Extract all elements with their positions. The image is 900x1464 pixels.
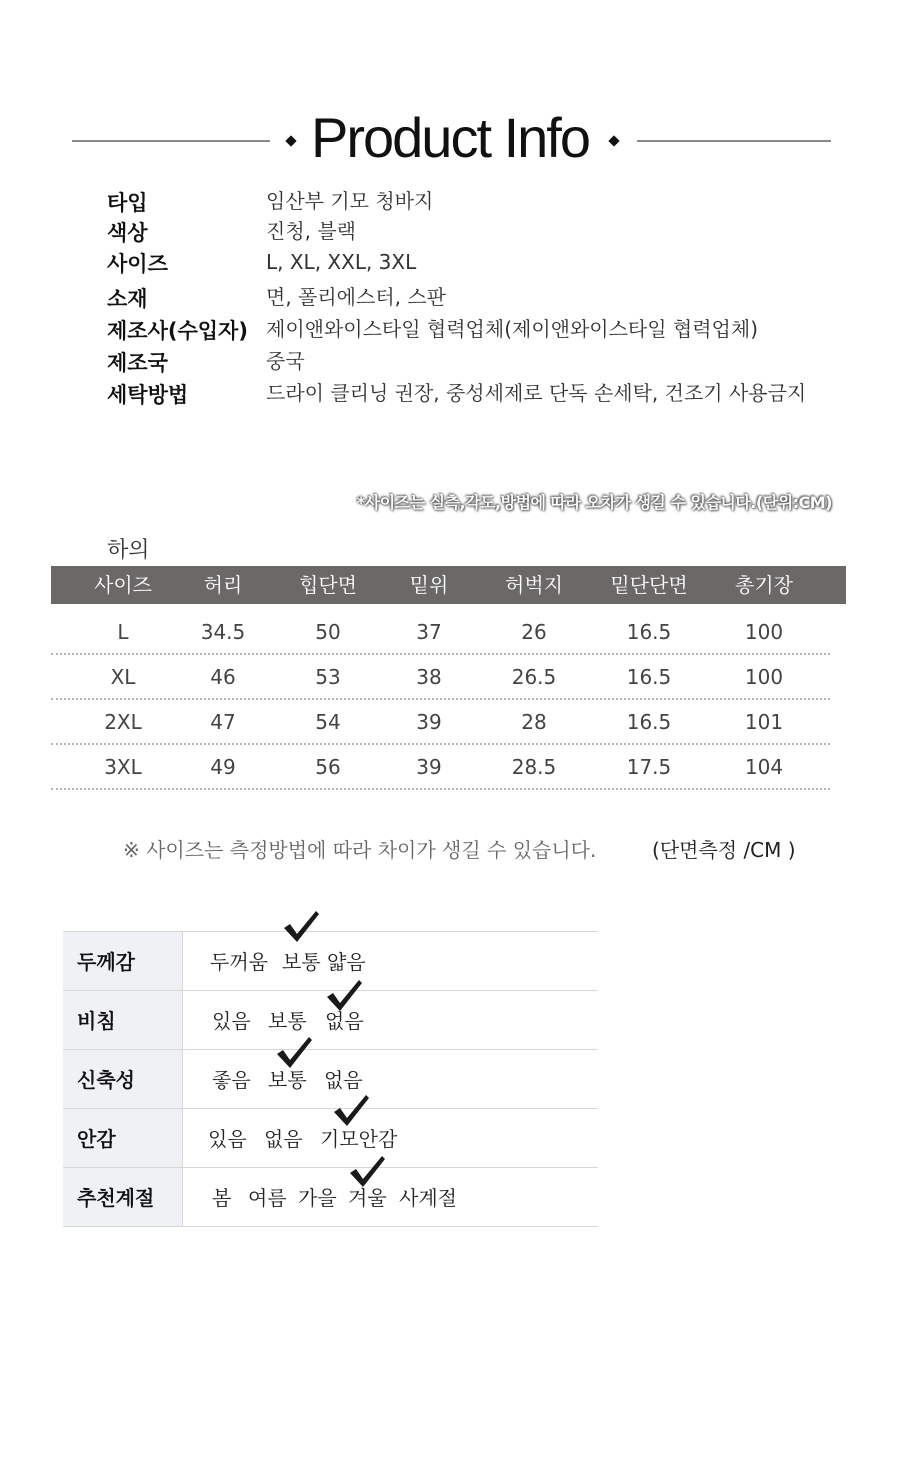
info-value-color: 진청, 블랙 [266,219,356,243]
header-cell: 허리 [203,573,243,597]
table-cell: 28 [521,710,547,734]
table-cell: 104 [744,755,784,779]
feature-row-stretch [63,1050,598,1109]
feature-table [63,931,598,1227]
info-value-size: L, XL, XXL, 3XL [266,250,417,274]
info-value-manufacturer: 제이앤와이스타일 협력업체(제이앤와이스타일 협력업체) [266,317,758,341]
feature-option: 여름 [248,1186,287,1210]
info-label-type: 타입 [107,191,148,215]
section-label-bottoms: 하의 [107,538,150,563]
feature-option: 보통 [268,1009,307,1033]
info-value-washing: 드라이 클리닝 권장, 중성세제로 단독 손세탁, 건조기 사용금지 [266,381,807,405]
diamond-icon [285,135,296,146]
info-label-size: 사이즈 [107,252,168,276]
info-label-origin: 제조국 [107,351,168,375]
table-cell: 50 [315,620,341,644]
feature-label: 신축성 [63,1050,183,1108]
table-cell: 2XL [104,710,142,734]
feature-option: 있음 [208,1127,247,1151]
info-label-material: 소재 [107,287,148,311]
feature-option: 사계절 [399,1186,457,1210]
feature-option: 얇음 [327,950,366,974]
table-cell: 39 [416,710,442,734]
checkmark-icon [282,910,320,944]
feature-option: 기모안감 [320,1127,398,1151]
feature-option: 없음 [264,1127,303,1151]
info-label-manufacturer: 제조사(수입자) [107,319,248,343]
size-table-header [51,566,846,604]
table-cell: 100 [744,665,784,689]
table-cell: 16.5 [626,665,672,689]
feature-label: 추천계절 [63,1168,183,1226]
info-value-origin: 중국 [266,349,305,373]
table-cell: 34.5 [200,620,246,644]
feature-option: 겨울 [348,1186,387,1210]
title-divider-left [72,140,270,142]
table-cell: 47 [210,710,236,734]
table-cell: 26.5 [511,665,557,689]
header-cell: 밑단단면 [610,573,688,597]
size-notice: *사이즈는 실측,각도,방법에 따라 오차가 생길 수 있습니다.(단위:CM) [356,493,832,512]
feature-row-season [63,1168,598,1227]
table-cell: 26 [521,620,547,644]
table-row [51,698,830,745]
table-row [51,743,830,790]
checkmark-icon [348,1155,386,1189]
feature-option: 없음 [324,1068,363,1092]
feature-option: 봄 [212,1186,232,1210]
title-divider-right [637,140,831,142]
table-cell: 16.5 [626,710,672,734]
checkmark-icon [275,1036,313,1070]
feature-label: 안감 [63,1109,183,1167]
table-row [51,608,830,655]
info-label-washing: 세탁방법 [107,383,189,407]
table-cell: 3XL [104,755,142,779]
page-title: Product Info [311,106,589,169]
feature-label: 두께감 [63,932,183,990]
measure-unit: (단면측정 /CM ) [652,838,796,862]
checkmark-icon [325,979,363,1013]
checkmark-icon [332,1094,370,1128]
info-value-material: 면, 폴리에스터, 스판 [266,285,446,309]
header-cell: 사이즈 [94,573,152,597]
table-cell: XL [110,665,136,689]
info-label-color: 색상 [107,221,148,245]
table-cell: 49 [210,755,236,779]
measure-note: ※ 사이즈는 측정방법에 따라 차이가 생길 수 있습니다. [123,838,597,862]
table-row [51,653,830,700]
table-cell: 101 [744,710,784,734]
table-cell: 39 [416,755,442,779]
feature-option: 없음 [325,1009,364,1033]
feature-row-lining [63,1109,598,1168]
table-cell: 53 [315,665,341,689]
table-cell: 38 [416,665,442,689]
table-cell: 16.5 [626,620,672,644]
table-cell: 54 [315,710,341,734]
table-cell: 46 [210,665,236,689]
feature-option: 두꺼움 [210,950,268,974]
feature-option: 좋음 [212,1068,251,1092]
header-cell: 허벅지 [505,573,563,597]
feature-option: 보통 [282,950,321,974]
feature-option: 가을 [298,1186,337,1210]
table-cell: 56 [315,755,341,779]
feature-option: 있음 [212,1009,251,1033]
feature-option: 보통 [268,1068,307,1092]
table-cell: 28.5 [511,755,557,779]
info-value-type: 임산부 기모 청바지 [266,189,434,213]
header-cell: 힙단면 [299,573,357,597]
table-cell: 37 [416,620,442,644]
header-cell: 총기장 [735,573,793,597]
table-cell: 17.5 [626,755,672,779]
feature-label: 비침 [63,991,183,1049]
table-cell: L [117,620,129,644]
header-cell: 밑위 [409,573,449,597]
table-cell: 100 [744,620,784,644]
diamond-icon [608,135,619,146]
